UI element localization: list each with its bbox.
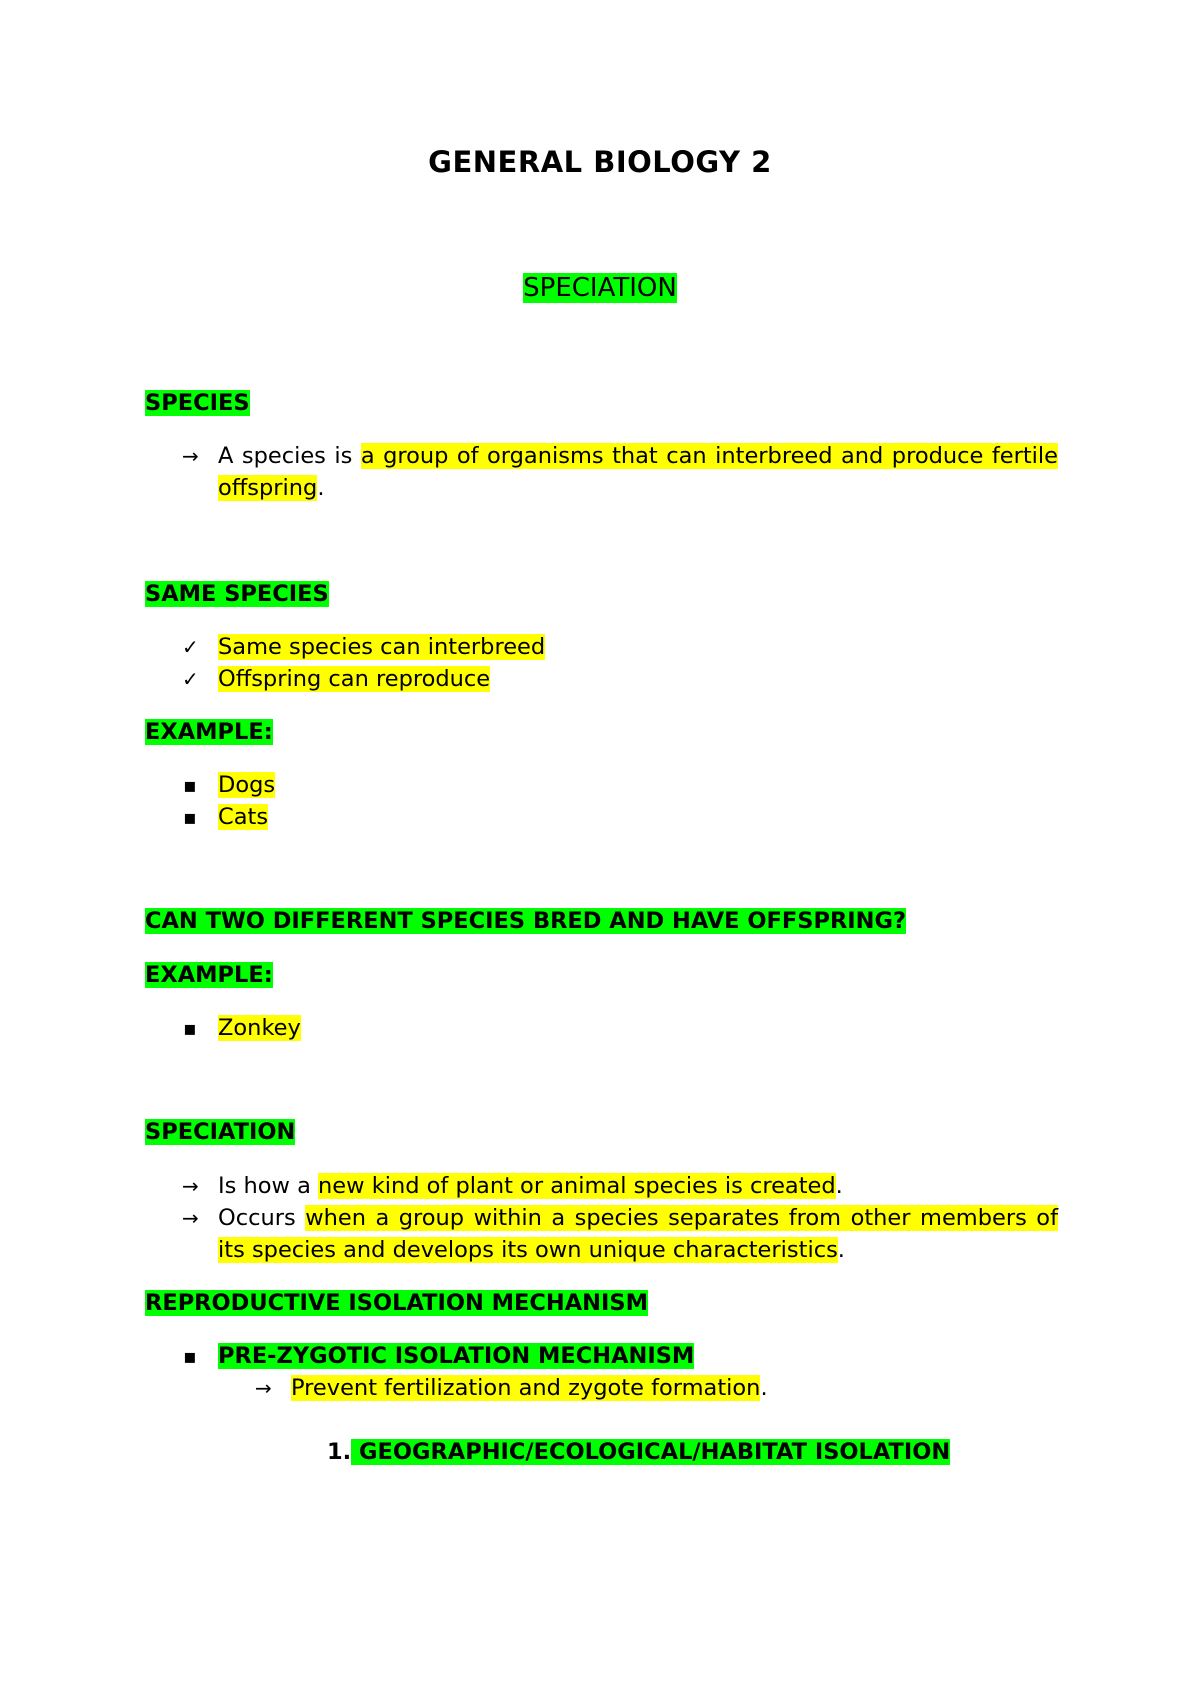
square-bullet-icon: ▪ <box>183 805 197 829</box>
numbered-item-number: 1. <box>327 1439 352 1465</box>
speciation-item-2 <box>218 1202 1058 1266</box>
speciation-item-1-prefix: Is how a <box>218 1173 319 1199</box>
same-species-heading <box>145 578 329 610</box>
question-heading-text: CAN TWO DIFFERENT SPECIES BRED AND HAVE OFFSPRING? <box>145 908 906 934</box>
list-item <box>218 801 268 833</box>
list-item <box>218 1012 301 1044</box>
speciation-item-2-highlight: when a group within a species separates from other members of its species and develops its own unique characteristics <box>218 1205 1058 1263</box>
pre-zygotic-heading-text: PRE-ZYGOTIC ISOLATION MECHANISM <box>218 1343 695 1369</box>
check-item-text: Offspring can reproduce <box>218 666 491 692</box>
speciation-item-1-suffix: . <box>835 1173 843 1199</box>
pre-zygotic-definition-text: Prevent fertilization and zygote formation <box>291 1375 761 1401</box>
species-definition-highlight: a group of organisms that can interbreed and produce fertile offspring <box>218 443 1059 501</box>
speciation-heading-text: SPECIATION <box>145 1119 296 1145</box>
speciation-item-2-prefix: Occurs <box>218 1205 306 1231</box>
species-heading-text: SPECIES <box>145 390 250 416</box>
list-item <box>218 663 490 695</box>
list-item <box>218 631 545 663</box>
square-bullet-icon: ▪ <box>183 1344 197 1368</box>
species-definition <box>218 440 1058 504</box>
pre-zygotic-definition-suffix: . <box>760 1375 768 1401</box>
section-title-text: SPECIATION <box>523 273 677 303</box>
question-heading <box>145 905 906 937</box>
document-title: GENERAL BIOLOGY 2 <box>428 145 772 179</box>
example-item-text: Zonkey <box>218 1015 301 1041</box>
arrow-icon: → <box>255 1376 272 1400</box>
list-item <box>218 769 275 801</box>
species-heading <box>145 387 250 419</box>
speciation-item-2-suffix: . <box>837 1237 845 1263</box>
speciation-item-1-highlight: new kind of plant or animal species is created <box>318 1173 836 1199</box>
example-heading <box>145 716 273 748</box>
speciation-heading <box>145 1116 295 1148</box>
example-heading-text: EXAMPLE: <box>145 962 273 988</box>
pre-zygotic-definition <box>291 1372 768 1404</box>
arrow-icon: → <box>182 444 199 468</box>
example-heading <box>145 959 273 991</box>
square-bullet-icon: ▪ <box>183 773 197 797</box>
rim-heading-text: REPRODUCTIVE ISOLATION MECHANISM <box>145 1290 648 1316</box>
pre-zygotic-heading <box>218 1340 694 1372</box>
numbered-item-label: GEOGRAPHIC/ECOLOGICAL/HABITAT ISOLATION <box>351 1439 951 1465</box>
check-icon: ✓ <box>182 635 199 659</box>
check-item-text: Same species can interbreed <box>218 634 546 660</box>
numbered-item-1 <box>327 1436 950 1468</box>
arrow-icon: → <box>182 1206 199 1230</box>
example-item-text: Cats <box>218 804 269 830</box>
species-definition-suffix: . <box>317 475 325 501</box>
same-species-heading-text: SAME SPECIES <box>145 581 329 607</box>
example-item-text: Dogs <box>218 772 276 798</box>
example-heading-text: EXAMPLE: <box>145 719 273 745</box>
species-definition-prefix: A species is <box>218 443 361 469</box>
section-title <box>0 272 1200 304</box>
check-icon: ✓ <box>182 667 199 691</box>
speciation-item-1 <box>218 1170 843 1202</box>
square-bullet-icon: ▪ <box>183 1016 197 1040</box>
arrow-icon: → <box>182 1174 199 1198</box>
rim-heading <box>145 1287 648 1319</box>
